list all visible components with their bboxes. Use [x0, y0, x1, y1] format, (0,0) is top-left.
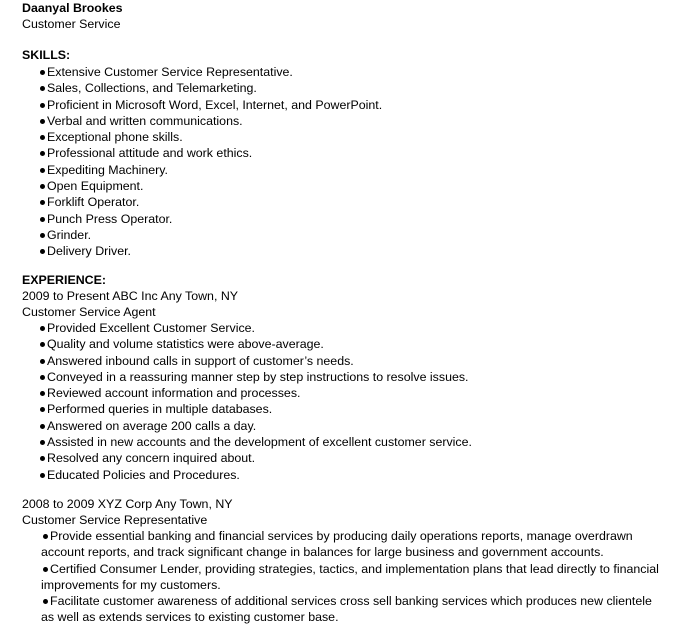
bullet-icon	[40, 103, 45, 108]
skill-item: Delivery Driver.	[38, 243, 660, 259]
duty-item: Educated Policies and Procedures.	[38, 467, 660, 483]
bullet-icon	[40, 326, 45, 331]
bullet-icon	[40, 359, 45, 364]
skills-heading: SKILLS:	[22, 48, 71, 62]
candidate-name: Daanyal Brookes	[22, 1, 123, 15]
bullet-icon	[40, 249, 45, 254]
bullet-icon	[40, 391, 45, 396]
duty-item: Answered on average 200 calls a day.	[38, 418, 660, 434]
bullet-icon	[40, 217, 45, 222]
duty-item: Answered inbound calls in support of customer’s needs.	[38, 353, 660, 369]
bullet-icon	[40, 168, 45, 173]
experience-heading: EXPERIENCE:	[22, 273, 106, 287]
skill-item: Verbal and written communications.	[38, 113, 660, 129]
skill-item: Sales, Collections, and Telemarketing.	[38, 80, 660, 96]
duty-item: Quality and volume statistics were above-average.	[38, 336, 660, 352]
job-duties-list	[41, 528, 661, 626]
bullet-icon	[40, 233, 45, 238]
bullet-icon	[43, 567, 48, 572]
skill-item: Punch Press Operator.	[38, 211, 660, 227]
job-duties-list	[38, 320, 660, 483]
candidate-title: Customer Service	[22, 17, 121, 31]
duty-item: Provided Excellent Customer Service.	[38, 320, 660, 336]
bullet-icon	[40, 200, 45, 205]
bullet-icon	[40, 342, 45, 347]
duty-item: Performed queries in multiple databases.	[38, 401, 660, 417]
duty-item: Certified Consumer Lender, providing strategies, tactics, and implementation plans that lead directly to financial improvements for my customers.	[41, 561, 659, 592]
skill-item: Open Equipment.	[38, 178, 660, 194]
job-dates-company: 2009 to Present ABC Inc Any Town, NY	[22, 289, 239, 303]
duty-item: Conveyed in a reassuring manner step by step instructions to resolve issues.	[38, 369, 660, 385]
duty-item: Resolved any concern inquired about.	[38, 450, 660, 466]
bullet-icon	[40, 473, 45, 478]
skill-item: Grinder.	[38, 227, 660, 243]
bullet-icon	[40, 151, 45, 156]
bullet-icon	[40, 456, 45, 461]
bullet-icon	[40, 184, 45, 189]
bullet-icon	[43, 534, 48, 539]
bullet-icon	[40, 119, 45, 124]
duty-item: Reviewed account information and processes.	[38, 385, 660, 401]
bullet-icon	[40, 407, 45, 412]
skill-item: Forklift Operator.	[38, 194, 660, 210]
bullet-icon	[40, 424, 45, 429]
job-position: Customer Service Agent	[22, 305, 156, 319]
skill-item: Expediting Machinery.	[38, 162, 660, 178]
skill-item: Exceptional phone skills.	[38, 129, 660, 145]
skill-item: Extensive Customer Service Representative.	[38, 64, 660, 80]
job-dates-company: 2008 to 2009 XYZ Corp Any Town, NY	[22, 497, 233, 511]
skills-list	[38, 64, 660, 260]
bullet-icon	[40, 135, 45, 140]
bullet-icon	[43, 599, 48, 604]
bullet-icon	[40, 375, 45, 380]
bullet-icon	[40, 86, 45, 91]
duty-item: Provide essential banking and financial services by producing daily operations reports, manage overdrawn account reports, and track significant change in balances for large business and government accounts.	[41, 529, 633, 560]
bullet-icon	[40, 70, 45, 75]
duty-item: Facilitate customer awareness of additional services cross sell banking services which produces new clientele as well as extends services to existing customer base.	[41, 594, 652, 625]
skill-item: Proficient in Microsoft Word, Excel, Internet, and PowerPoint.	[38, 97, 660, 113]
job-position: Customer Service Representative	[22, 513, 208, 527]
bullet-icon	[40, 440, 45, 445]
skill-item: Professional attitude and work ethics.	[38, 145, 660, 161]
duty-item: Assisted in new accounts and the development of excellent customer service.	[38, 434, 660, 450]
